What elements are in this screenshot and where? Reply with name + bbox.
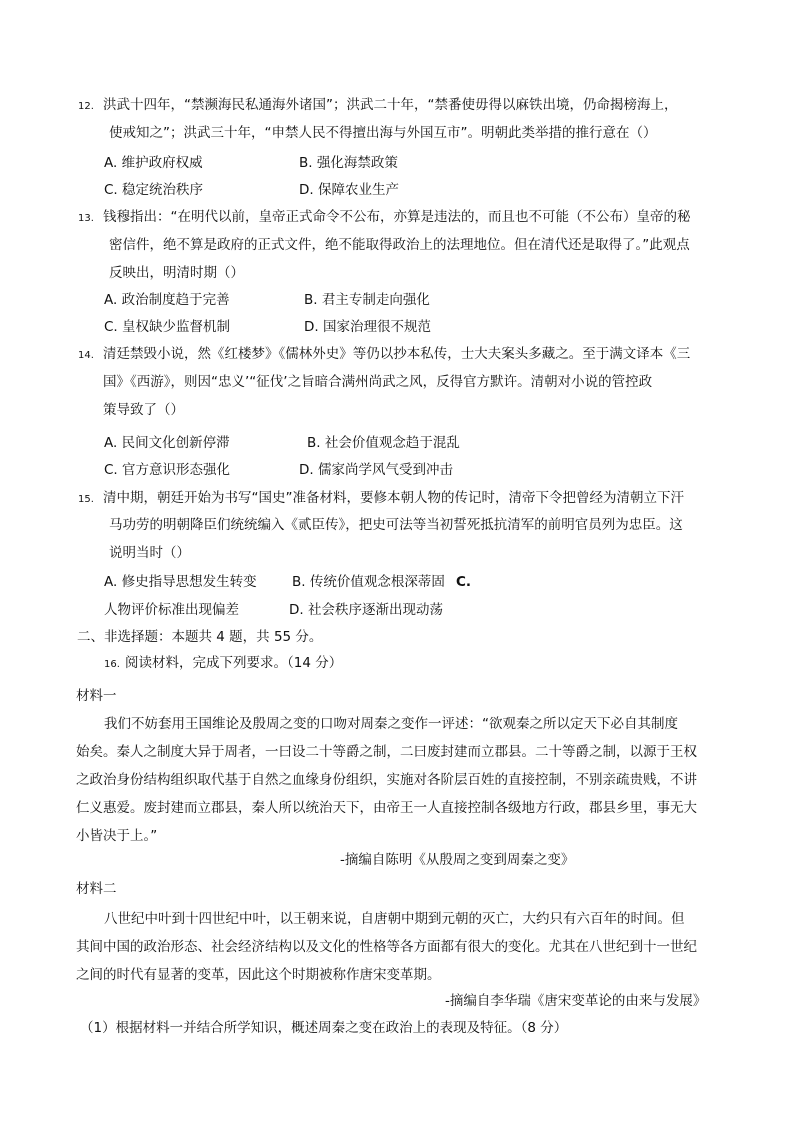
question-number-13: 13.: [78, 213, 94, 224]
material-2-title: 材料二: [76, 881, 117, 897]
q13-option-a[interactable]: A. 政治制度趋于完善: [104, 292, 230, 308]
material-2-line: 其间中国的政治形态、社会经济结构以及文化的性格等各方面都有很大的变化。尤其在八世纪到十一世纪: [76, 939, 697, 955]
q12-stem-line-2: 使戒知之”；洪武三十年，“申禁人民不得擅出海与外国互市”。明朝此类举措的推行意在（）: [109, 125, 657, 141]
q12-stem-line-1: 洪武十四年，“禁濒海民私通海外诸国”；洪武二十年，“禁番使毋得以麻铁出境，仍命揭榜海上，: [103, 97, 678, 113]
q14-option-d[interactable]: D. 儒家尚学风气受到冲击: [299, 462, 453, 478]
q13-stem-line-3: 反映出，明清时期（）: [109, 265, 244, 281]
material-1-line: 我们不妨套用王国维论及殷周之变的口吻对周秦之变作一评述：“欲观秦之所以定天下必自其制度: [104, 716, 678, 732]
q16-subquestion-1: （1）根据材料一并结合所学知识，概述周秦之变在政治上的表现及特征。（8 分）: [80, 1020, 568, 1036]
q15-stem-line-1: 清中期，朝廷开始为书写“国史”准备材料，要修本朝人物的传记时，清帝下令把曾经为清朝立下汗: [103, 490, 684, 506]
q14-stem-line-1: 清廷禁毁小说，然《红楼梦》《儒林外史》等仍以抄本私传，士大夫案头多藏之。至于满文译本《三: [103, 346, 691, 362]
q13-option-c[interactable]: C. 皇权缺少监督机制: [104, 319, 231, 335]
q13-stem-line-1: 钱穆指出：“在明代以前，皇帝正式命令不公布，亦算是违法的，而且也不可能（不公布）皇帝的秘: [103, 209, 691, 225]
q12-option-d[interactable]: D. 保障农业生产: [299, 182, 399, 198]
material-1-line: 仁义惠爱。废封建而立郡县，秦人所以统治天下，由帝王一人直接控制各级地方行政，郡县乡里，事无大: [76, 800, 697, 816]
q15-option-d[interactable]: D. 社会秩序逐渐出现动荡: [289, 602, 443, 618]
q13-stem-line-2: 密信件，绝不算是政府的正式文件，绝不能取得政治上的法理地位。但在清代还是取得了。”此观点: [109, 237, 690, 253]
material-2-line: 之间的时代有显著的变革，因此这个时期被称作唐宋变革期。: [76, 967, 441, 983]
q15-option-c-letter[interactable]: C.: [456, 574, 472, 590]
question-number-12: 12.: [78, 101, 94, 112]
material-1-title: 材料一: [76, 688, 117, 704]
q12-option-a[interactable]: A. 维护政府权威: [104, 155, 203, 171]
material-1-line: 始矣。秦人之制度大异于周者，一曰设二十等爵之制，二曰废封建而立郡县。二十等爵之制，以源于王权: [76, 744, 697, 760]
q15-option-a[interactable]: A. 修史指导思想发生转变: [104, 574, 257, 590]
material-1-line: 之政治身份结构组织取代基于自然之血缘身份组织，实施对各阶层百姓的直接控制，不别亲疏贵贱，不讲: [76, 772, 697, 788]
q14-stem-line-2: 国》《西游》，则因“忠义’“征伐’之旨暗合满州尚武之风，反得官方默许。清朝对小说的管控政: [103, 374, 653, 390]
material-2-source: -摘编自李华瑞《唐宋变革论的由来与发展》: [445, 993, 707, 1009]
q14-option-c[interactable]: C. 官方意识形态强化: [104, 462, 231, 478]
q15-stem-line-2: 马功劳的明朝降臣们统统编入《贰臣传》，把史可法等当初誓死抵抗清军的前明官员列为忠臣。这: [109, 517, 683, 533]
material-2-line: 八世纪中叶到十四世纪中叶，以王朝来说，自唐朝中期到元朝的灭亡，大约只有六百年的时间。但: [104, 911, 685, 927]
q15-option-c-text[interactable]: 人物评价标准出现偏差: [104, 602, 239, 618]
q13-option-b[interactable]: B. 君主专制走向强化: [304, 292, 430, 308]
q16-prompt: 阅读材料，完成下列要求。（14 分）: [125, 655, 343, 671]
section-heading-non-choice: 二、非选择题：本题共 4 题，共 55 分。: [77, 629, 323, 645]
q15-stem-line-3: 说明当时（）: [109, 545, 190, 561]
q12-option-b[interactable]: B. 强化海禁政策: [299, 155, 398, 171]
q13-option-d[interactable]: D. 国家治理很不规范: [304, 319, 431, 335]
q14-option-a[interactable]: A. 民间文化创新停滞: [104, 435, 230, 451]
question-number-16: 16.: [104, 659, 120, 670]
q14-stem-line-3: 策导致了（）: [103, 402, 184, 418]
q14-option-b[interactable]: B. 社会价值观念趋于混乱: [307, 435, 460, 451]
question-number-14: 14.: [78, 350, 94, 361]
q12-option-c[interactable]: C. 稳定统治秩序: [104, 182, 204, 198]
question-number-15: 15.: [78, 494, 94, 505]
q15-option-b[interactable]: B. 传统价值观念根深蒂固: [292, 574, 445, 590]
material-1-source: -摘编自陈明《从殷周之变到周秦之变》: [340, 852, 575, 868]
material-1-line: 小皆决于上。”: [76, 828, 158, 844]
